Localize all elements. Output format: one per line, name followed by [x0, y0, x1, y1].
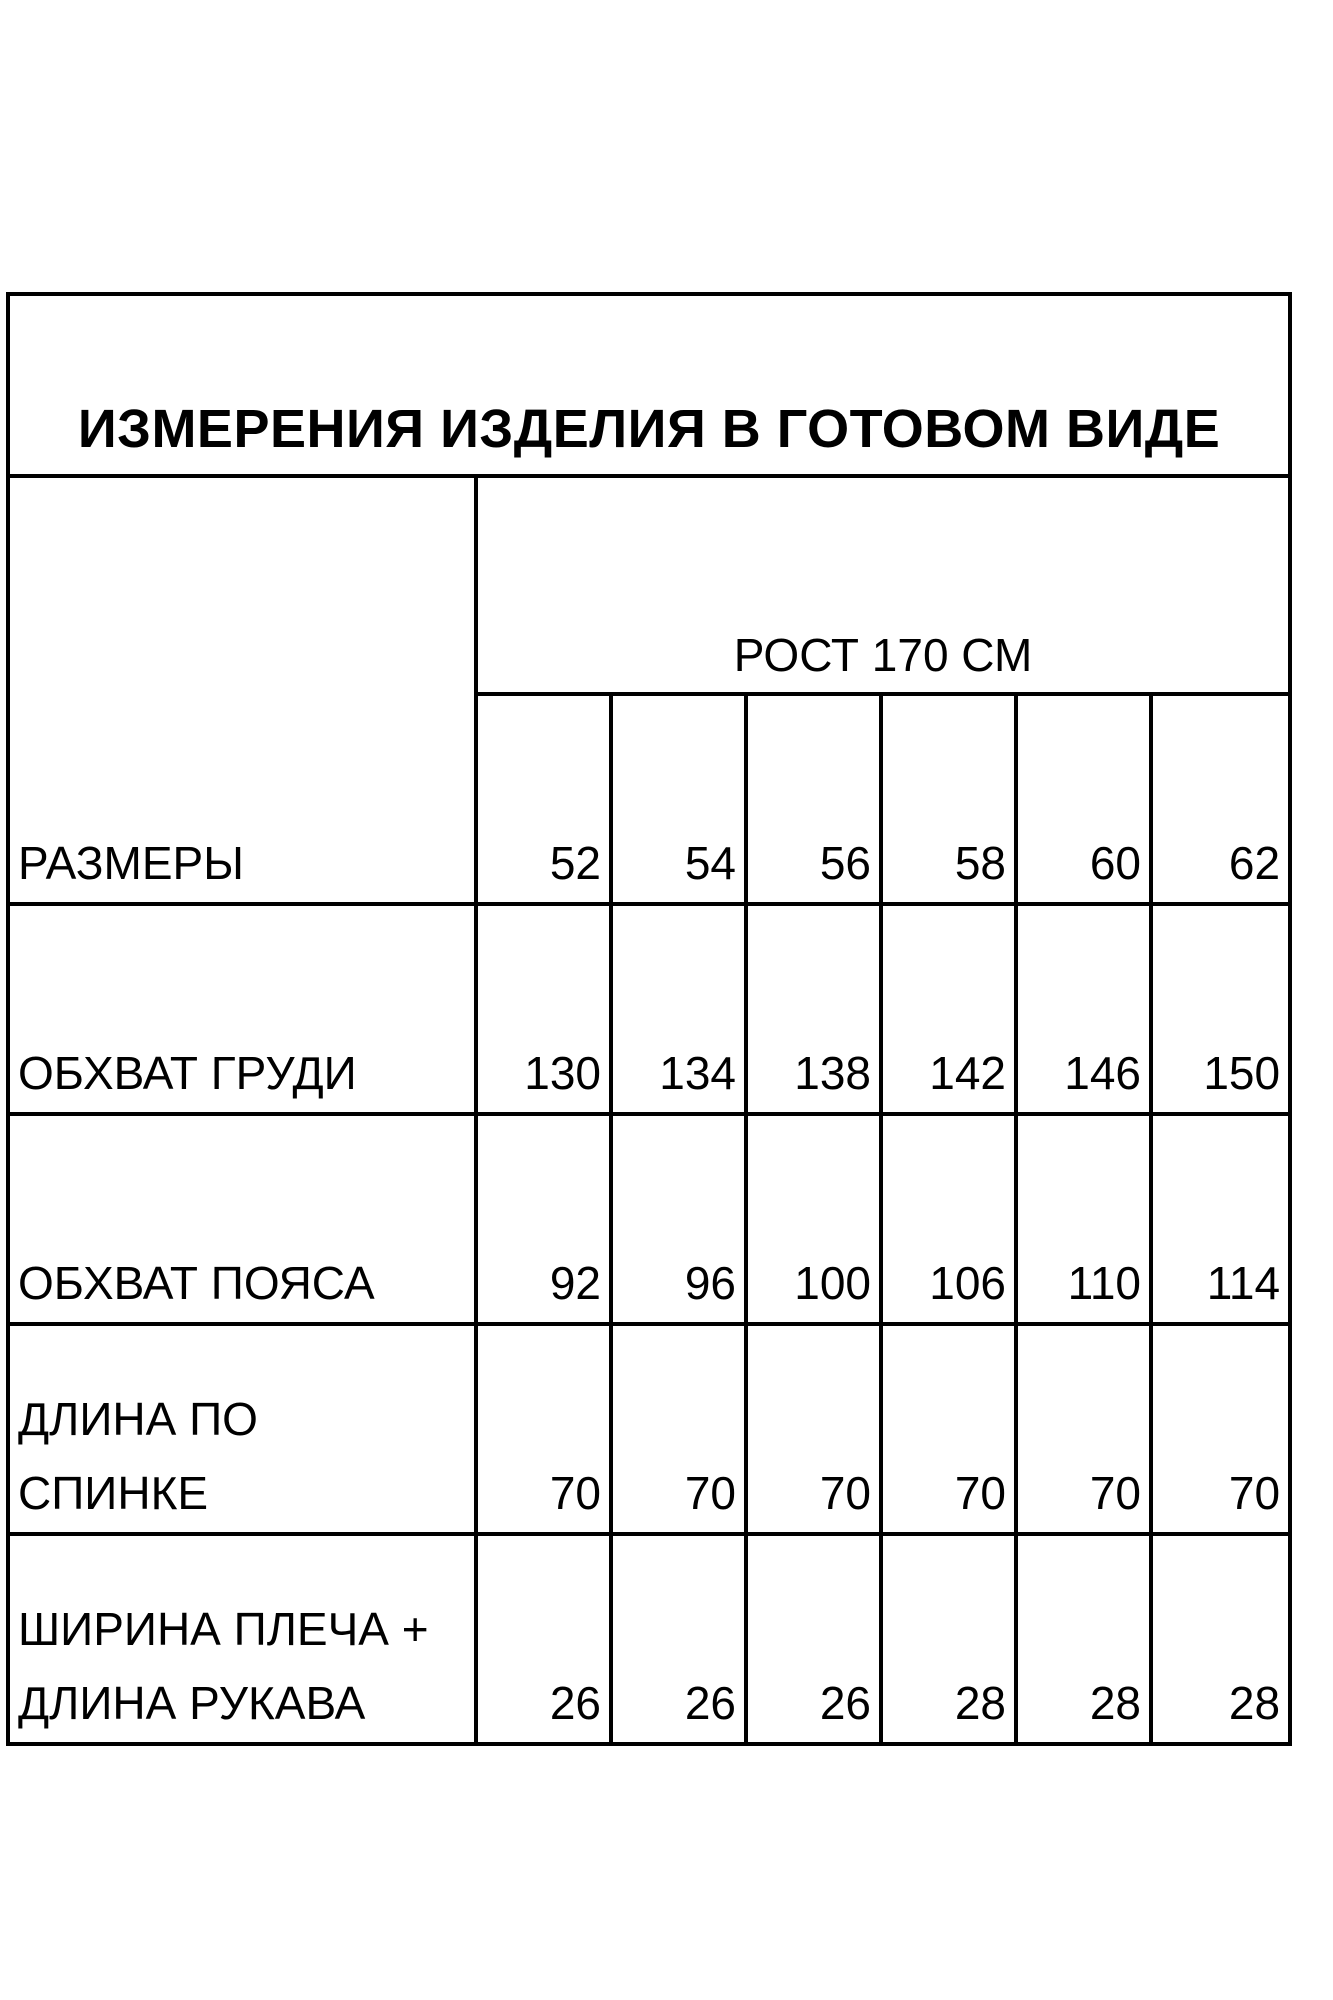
back-length-value: 70 — [746, 1324, 881, 1534]
height-row — [8, 476, 1290, 694]
chest-value: 134 — [611, 904, 746, 1114]
waist-row — [8, 1114, 1290, 1324]
size-value: 56 — [746, 694, 881, 904]
size-value: 62 — [1151, 694, 1290, 904]
chest-value: 150 — [1151, 904, 1290, 1114]
label-line: СПИНКЕ — [18, 1467, 209, 1519]
measurements-table — [6, 292, 1292, 1746]
waist-value: 96 — [611, 1114, 746, 1324]
back-length-value: 70 — [881, 1324, 1016, 1534]
back-length-value: 70 — [476, 1324, 611, 1534]
back-length-row — [8, 1324, 1290, 1534]
size-value: 52 — [476, 694, 611, 904]
size-value: 60 — [1016, 694, 1151, 904]
waist-value: 92 — [476, 1114, 611, 1324]
back-length-value: 70 — [1016, 1324, 1151, 1534]
shoulder-sleeve-value: 26 — [611, 1534, 746, 1744]
height-header: РОСТ 170 СМ — [476, 476, 1290, 694]
chest-value: 138 — [746, 904, 881, 1114]
label-line: ДЛИНА РУКАВА — [18, 1677, 366, 1729]
title-row — [8, 294, 1290, 476]
table-title: ИЗМЕРЕНИЯ ИЗДЕЛИЯ В ГОТОВОМ ВИДЕ — [8, 294, 1290, 476]
chest-value: 130 — [476, 904, 611, 1114]
waist-value: 100 — [746, 1114, 881, 1324]
back-length-value: 70 — [611, 1324, 746, 1534]
size-value: 54 — [611, 694, 746, 904]
back-length-value: 70 — [1151, 1324, 1290, 1534]
row-label-chest: ОБХВАТ ГРУДИ — [8, 904, 476, 1114]
shoulder-sleeve-value: 26 — [746, 1534, 881, 1744]
waist-value: 114 — [1151, 1114, 1290, 1324]
row-label-waist: ОБХВАТ ПОЯСА — [8, 1114, 476, 1324]
shoulder-sleeve-value: 28 — [1016, 1534, 1151, 1744]
row-label-shoulder-sleeve — [8, 1534, 476, 1744]
shoulder-sleeve-value: 28 — [881, 1534, 1016, 1744]
waist-value: 110 — [1016, 1114, 1151, 1324]
shoulder-sleeve-value: 28 — [1151, 1534, 1290, 1744]
chest-row — [8, 904, 1290, 1114]
label-line: ШИРИНА ПЛЕЧА + — [18, 1603, 429, 1655]
chest-value: 146 — [1016, 904, 1151, 1114]
chest-value: 142 — [881, 904, 1016, 1114]
shoulder-sleeve-row — [8, 1534, 1290, 1744]
row-label-sizes: РАЗМЕРЫ — [8, 476, 476, 904]
waist-value: 106 — [881, 1114, 1016, 1324]
shoulder-sleeve-value: 26 — [476, 1534, 611, 1744]
label-line: ДЛИНА ПО — [18, 1393, 258, 1445]
row-label-back-length — [8, 1324, 476, 1534]
size-value: 58 — [881, 694, 1016, 904]
